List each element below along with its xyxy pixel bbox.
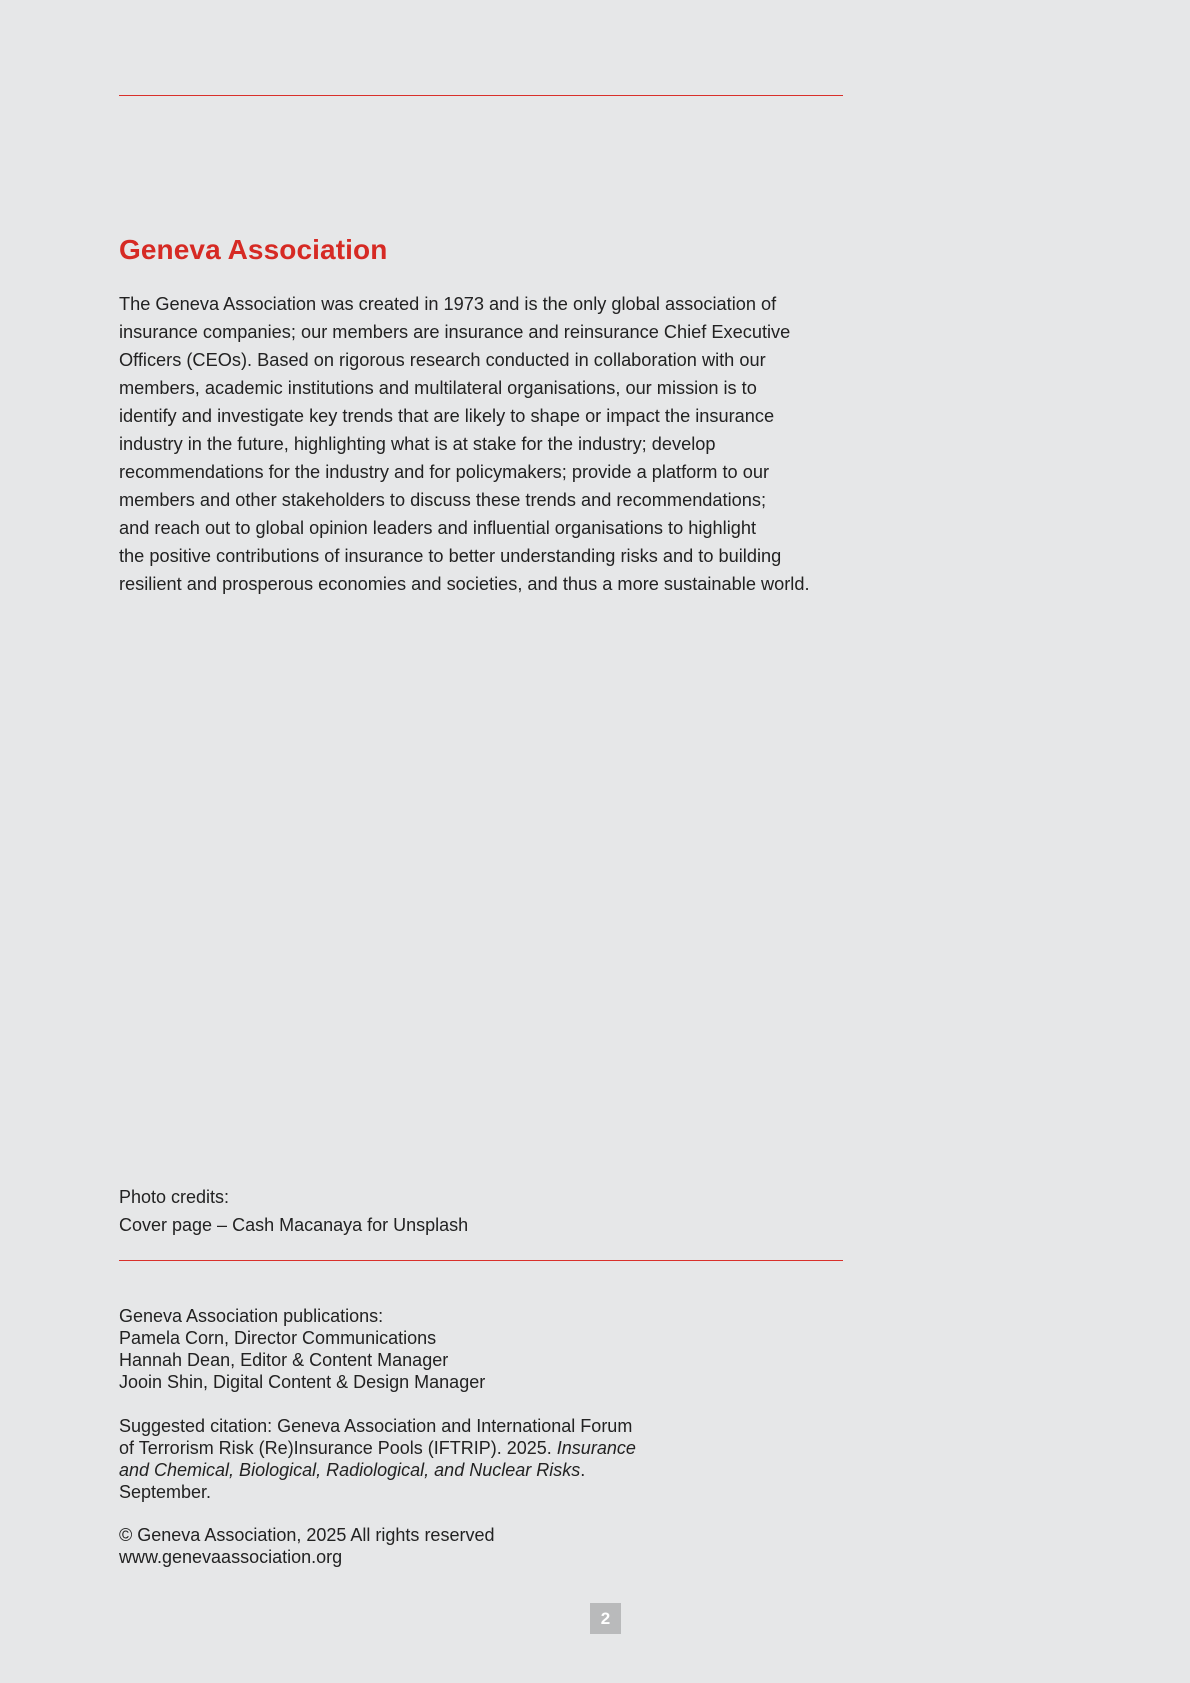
intro-line: members, academic institutions and multilateral organisations, our mission is to [119,378,757,398]
intro-line: insurance companies; our members are insurance and reinsurance Chief Executive [119,322,791,342]
intro-line: Officers (CEOs). Based on rigorous research conducted in collaboration with our [119,350,766,370]
intro-line: The Geneva Association was created in 1973 and is the only global association of [119,294,777,314]
suggested-citation [119,1415,636,1503]
intro-line: identify and investigate key trends that are likely to shape or impact the insurance [119,406,775,426]
citation-line [119,1459,636,1481]
intro-line: resilient and prosperous economies and societies, and thus a more sustainable world. [119,574,810,594]
citation-line: September. [119,1482,212,1502]
copyright-block [119,1524,494,1568]
cover-photo-credit: Cover page – Cash Macanaya for Unsplash [119,1215,469,1235]
intro-paragraph [119,290,859,598]
citation-text: of Terrorism Risk (Re)Insurance Pools (IFTRIP). 2025. [119,1438,557,1458]
section-heading: Geneva Association [119,234,388,265]
intro-line: and reach out to global opinion leaders and influential organisations to highlight [119,518,757,538]
citation-line [119,1437,636,1459]
photo-credits [119,1183,468,1239]
top-divider [119,95,843,96]
citation-title: Insurance [556,1438,636,1458]
intro-line: industry in the future, highlighting what is at stake for the industry; develop [119,434,716,454]
publications-team [119,1305,485,1393]
staff-member: Hannah Dean, Editor & Content Manager [119,1350,449,1370]
intro-line: members and other stakeholders to discuss these trends and recommendations; [119,490,767,510]
website-link[interactable]: www.genevaassociation.org [119,1547,343,1567]
citation-text: . [580,1460,586,1480]
intro-line: recommendations for the industry and for policymakers; provide a platform to our [119,462,769,482]
page-number-badge: 2 [590,1603,621,1634]
staff-member: Pamela Corn, Director Communications [119,1328,437,1348]
staff-member: Jooin Shin, Digital Content & Design Manager [119,1372,486,1392]
citation-title: and Chemical, Biological, Radiological, and Nuclear Risks [119,1460,581,1480]
citation-line: Suggested citation: Geneva Association and International Forum [119,1416,633,1436]
footer-divider [119,1260,843,1261]
publications-label: Geneva Association publications: [119,1306,384,1326]
copyright-notice: © Geneva Association, 2025 All rights reserved [119,1525,495,1545]
photo-credits-label: Photo credits: [119,1187,230,1207]
intro-line: the positive contributions of insurance to better understanding risks and to building [119,546,782,566]
